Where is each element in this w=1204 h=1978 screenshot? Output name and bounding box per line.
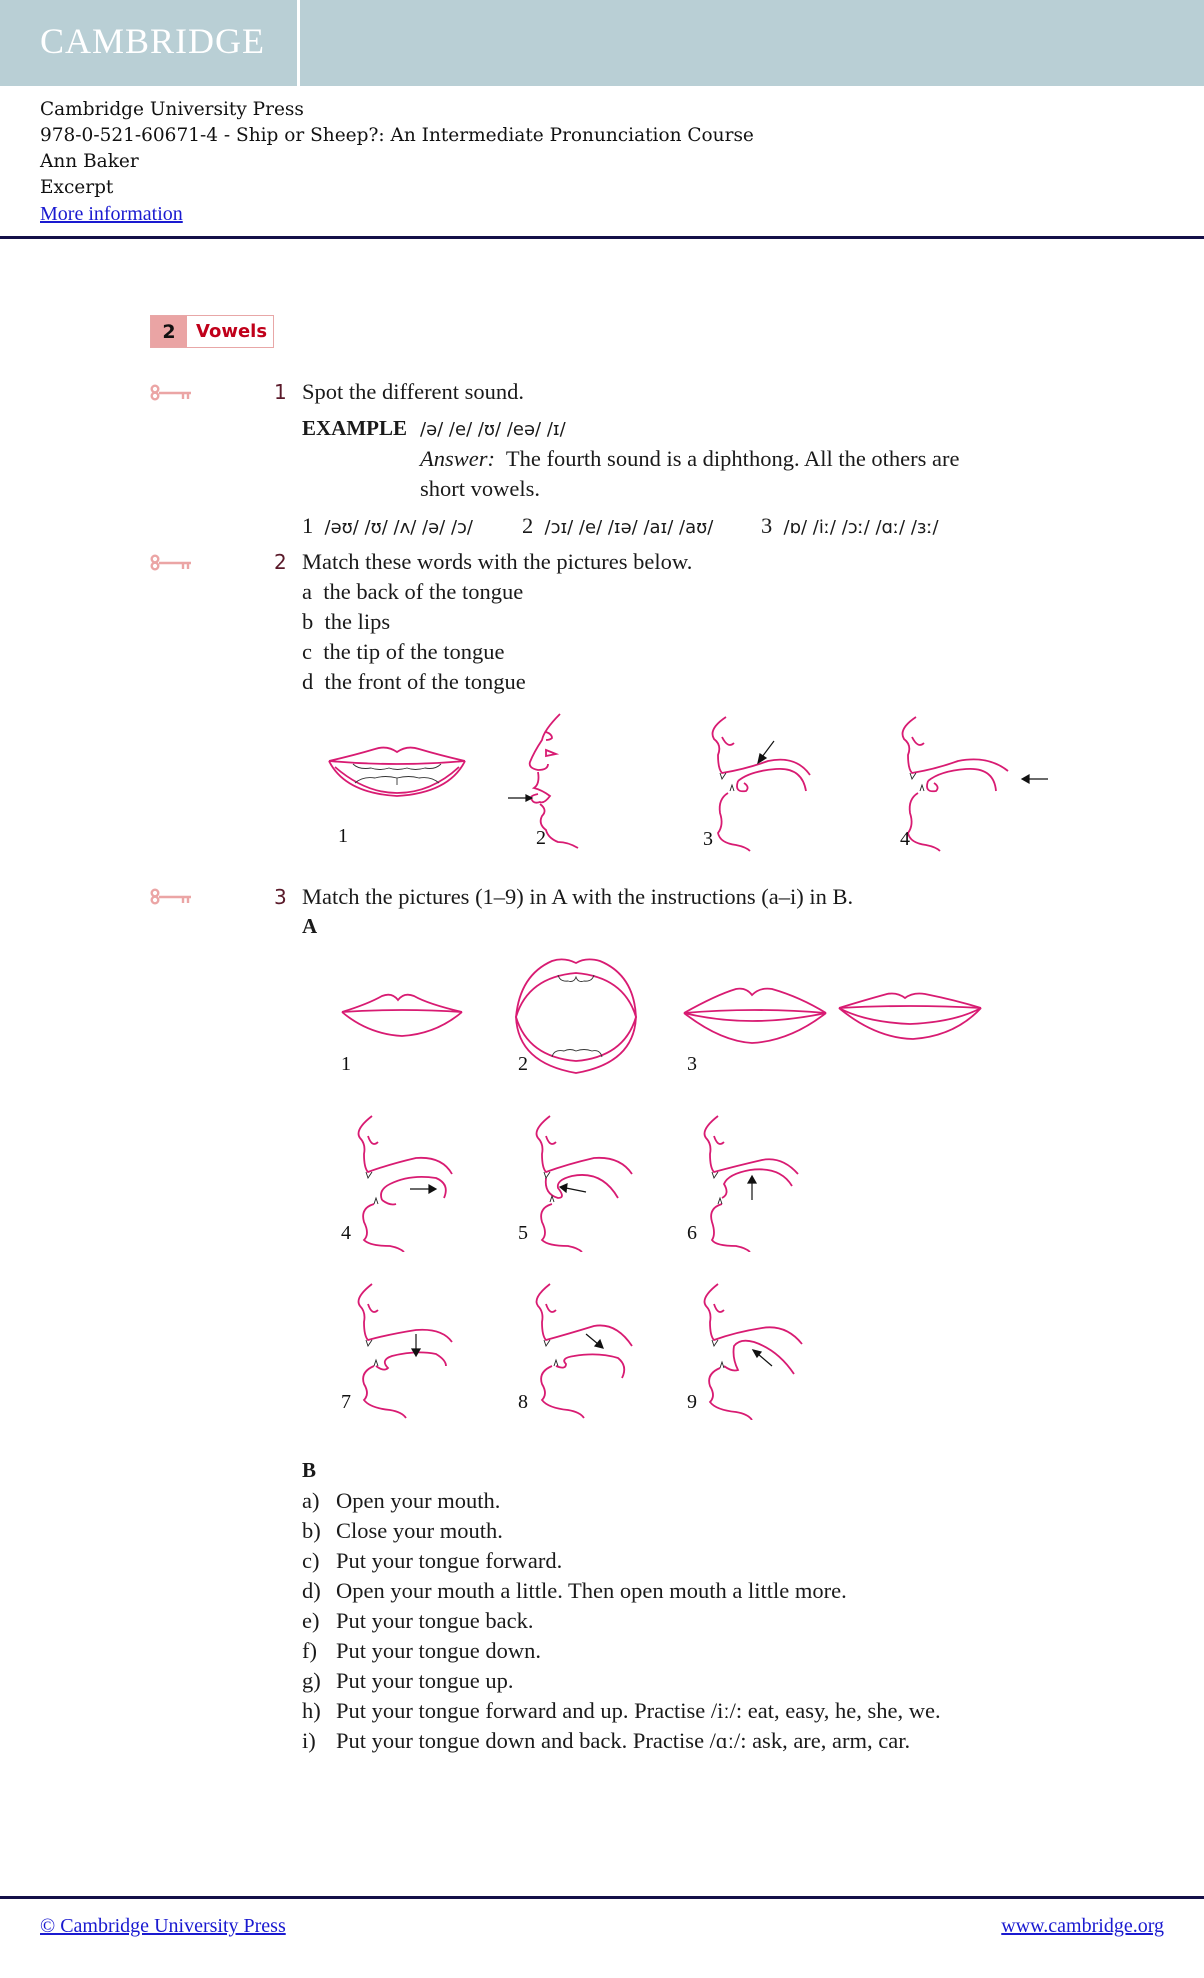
picture-label: 9 [687, 1391, 697, 1413]
instruction-item [302, 1728, 910, 1754]
answer-key-icon [150, 888, 194, 906]
option-letter: a [302, 579, 312, 604]
header-rule [0, 236, 1204, 239]
instruction-text: Put your tongue up. [336, 1668, 514, 1693]
picture-label: 3 [687, 1053, 697, 1075]
answer-label: Answer: [420, 446, 495, 471]
instruction-item [302, 1638, 541, 1664]
match-option [302, 639, 504, 665]
tongue-forward-arrow-illustration [528, 1112, 638, 1252]
instruction-text: Put your tongue back. [336, 1608, 534, 1633]
instruction-letter: b) [302, 1518, 321, 1543]
sound-item-number: 3 [761, 513, 773, 538]
sound-item-sounds: /əʊ/ /ʊ/ /ʌ/ /ə/ /ɔ/ [324, 517, 473, 538]
instruction-letter: a) [302, 1488, 320, 1513]
instruction-letter: h) [302, 1698, 321, 1723]
picture-label: 2 [518, 1053, 528, 1075]
picture-label: 7 [341, 1391, 351, 1413]
header-divider [297, 0, 300, 86]
example-label: EXAMPLE [302, 416, 407, 440]
picture-label: 3 [703, 828, 713, 850]
unit-badge [150, 315, 274, 348]
picture-label: 6 [687, 1222, 697, 1244]
match-option [302, 669, 526, 695]
instruction-letter: f) [302, 1638, 317, 1663]
instruction-text: Put your tongue forward. [336, 1548, 563, 1573]
publisher-name: Cambridge University Press [40, 99, 304, 120]
picture-label: 2 [536, 827, 546, 849]
tongue-forward-up-arrow-illustration [696, 1280, 806, 1420]
picture-label: 8 [518, 1391, 528, 1413]
exercise-number: 2 [274, 550, 287, 574]
option-text: the lips [324, 609, 391, 634]
footer-rule [0, 1896, 1204, 1899]
option-text: the tip of the tongue [323, 639, 505, 664]
answer-text: The fourth sound is a diphthong. All the others are [505, 446, 960, 471]
sound-item-sounds: /ɔɪ/ /e/ /ɪə/ /aɪ/ /aʊ/ [544, 517, 714, 538]
relaxed-lips-illustration [835, 990, 985, 1045]
picture-label: 5 [518, 1222, 528, 1244]
closed-lips-illustration [338, 990, 468, 1042]
tongue-down-arrow-illustration [350, 1280, 460, 1420]
exercise-title: Spot the different sound. [302, 379, 525, 404]
option-text: the front of the tongue [324, 669, 526, 694]
instruction-text: Put your tongue down and back. Practise /ɑː/: ask, are, arm, car. [336, 1728, 911, 1753]
match-option [302, 579, 523, 605]
section-b-heading: B [302, 1458, 317, 1482]
instruction-letter: d) [302, 1578, 321, 1603]
answer-key-icon [150, 554, 194, 572]
instruction-item [302, 1518, 503, 1544]
option-letter: c [302, 639, 312, 664]
instruction-item [302, 1488, 500, 1514]
sound-item-number: 2 [522, 513, 534, 538]
website-link[interactable]: www.cambridge.org [1001, 1915, 1164, 1937]
option-letter: d [302, 669, 314, 694]
open-mouth-illustration [512, 955, 642, 1080]
tongue-front-illustration [706, 713, 826, 853]
instruction-item [302, 1698, 941, 1724]
picture-label: 1 [338, 825, 348, 847]
instruction-text: Open your mouth a little. Then open mouth a little more. [336, 1578, 847, 1603]
tongue-down-back-arrow-illustration [528, 1280, 638, 1420]
section-a-heading: A [302, 914, 318, 938]
profile-lips-illustration [508, 712, 598, 852]
picture-label: 4 [900, 828, 910, 850]
instruction-letter: g) [302, 1668, 321, 1693]
document-type: Excerpt [40, 177, 114, 198]
spread-lips-illustration [680, 985, 830, 1047]
instruction-text: Put your tongue down. [336, 1638, 541, 1663]
sound-item [522, 513, 713, 539]
picture-label: 4 [341, 1222, 351, 1244]
unit-number: 2 [151, 316, 187, 347]
sound-item [761, 513, 939, 539]
sound-item-sounds: /ɒ/ /iː/ /ɔː/ /ɑː/ /ɜː/ [783, 517, 939, 538]
answer-key-icon [150, 384, 194, 402]
instruction-letter: i) [302, 1728, 316, 1753]
tongue-up-arrow-illustration [696, 1112, 806, 1252]
author-name: Ann Baker [40, 151, 139, 172]
example-sounds: /ə/ /e/ /ʊ/ /eə/ /ɪ/ [420, 419, 566, 440]
instruction-item [302, 1668, 514, 1694]
copyright-link[interactable]: © Cambridge University Press [40, 1915, 286, 1937]
exercise-number: 3 [274, 885, 287, 909]
instruction-text: Put your tongue forward and up. Practise /iː/: eat, easy, he, she, we. [336, 1698, 941, 1723]
match-option [302, 609, 390, 635]
instruction-item [302, 1578, 847, 1604]
more-information-link[interactable]: More information [40, 203, 183, 225]
smiling-lips-illustration [325, 745, 470, 815]
answer-line [420, 446, 960, 472]
instruction-item [302, 1548, 562, 1574]
tongue-back-illustration [896, 713, 1056, 853]
instruction-item [302, 1608, 533, 1634]
cambridge-logo: CAMBRIDGE [40, 21, 266, 61]
exercise-title: Match the pictures (1–9) in A with the instructions (a–i) in B. [302, 884, 854, 909]
option-text: the back of the tongue [323, 579, 524, 604]
instruction-text: Close your mouth. [336, 1518, 503, 1543]
instruction-text: Open your mouth. [336, 1488, 501, 1513]
book-title-line: 978-0-521-60671-4 - Ship or Sheep?: An Intermediate Pronunciation Course [40, 125, 754, 146]
sound-item-number: 1 [302, 513, 314, 538]
exercise-title: Match these words with the pictures below. [302, 549, 693, 574]
unit-title: Vowels [196, 321, 268, 342]
answer-text-continued: short vowels. [420, 476, 540, 501]
option-letter: b [302, 609, 314, 634]
instruction-letter: e) [302, 1608, 320, 1633]
sound-item [302, 513, 473, 539]
instruction-letter: c) [302, 1548, 320, 1573]
exercise-number: 1 [274, 380, 287, 404]
picture-label: 1 [341, 1053, 351, 1075]
tongue-back-arrow-illustration [350, 1112, 460, 1252]
